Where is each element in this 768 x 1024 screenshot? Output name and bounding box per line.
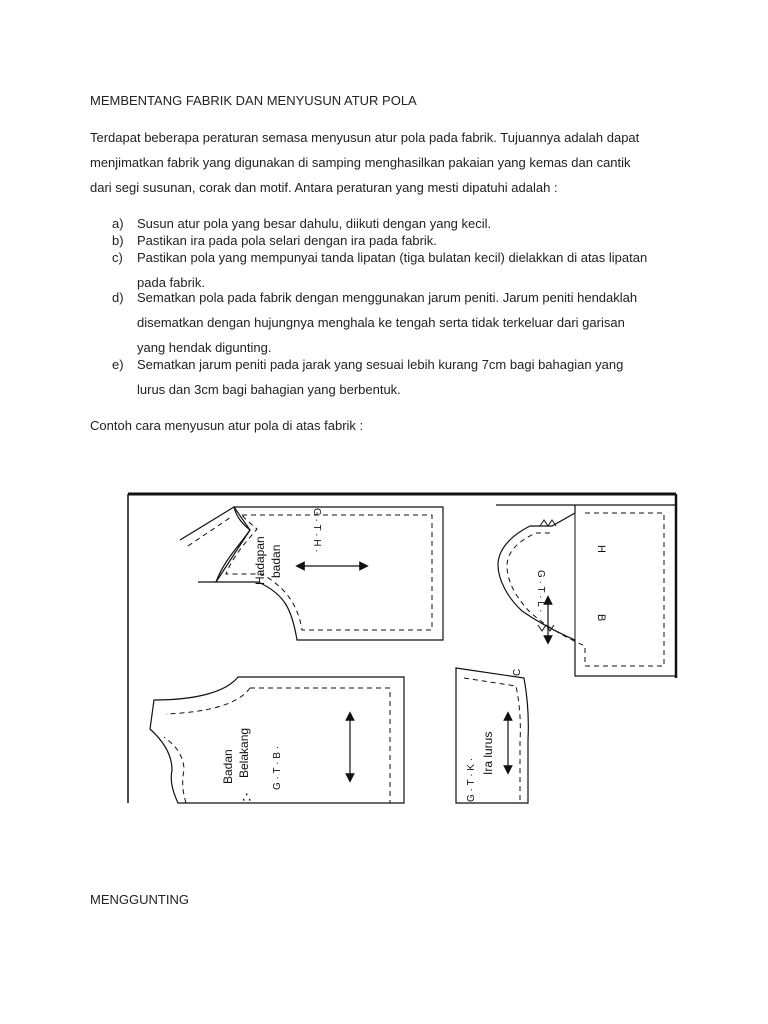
list-marker: c) (112, 250, 123, 265)
intro-line: Terdapat beberapa peraturan semasa menyusun atur pola pada fabrik. Tujuannya adalah dapat (90, 130, 640, 145)
front-label-1: Hadapan (253, 536, 267, 585)
list-item: Sematkan pola pada fabrik dengan menggunakan jarum peniti. Jarum peniti hendaklah (137, 290, 638, 305)
front-bodice-labels (253, 508, 322, 585)
example-caption: Contoh cara menyusun atur pola di atas fabrik : (90, 418, 364, 433)
section-heading: MENGGUNTING (90, 892, 189, 907)
sleeve-labels (512, 545, 607, 676)
list-item-continuation: disematkan dengan hujungnya menghala ke tengah serta tidak terkeluar dari garisan (137, 315, 625, 330)
back-bodice-labels (221, 728, 283, 805)
back-label-1: Badan (221, 749, 235, 784)
sleeve-label-h: H (595, 545, 607, 553)
intro-line: dari segi susunan, corak dan motif. Antara peraturan yang mesti dipatuhi adalah : (90, 180, 558, 195)
intro-line: menjimatkan fabrik yang digunakan di samping menghasilkan pakaian yang kemas dan cantik (90, 155, 631, 170)
ira-label: Ira lurus (481, 731, 495, 775)
sleeve-pattern (496, 505, 676, 676)
back-label-2: Belakang (237, 727, 251, 778)
list-marker: e) (112, 357, 124, 372)
document-title: MEMBENTANG FABRIK DAN MENYUSUN ATUR POLA (90, 93, 417, 108)
fabric-edge (128, 494, 676, 803)
list-marker: a) (112, 216, 124, 231)
list-marker: b) (112, 233, 124, 248)
front-grain-marks: G · T · H · (311, 508, 322, 553)
list-item: Pastikan pola yang mempunyai tanda lipatan (tiga bulatan kecil) dielakkan di atas lipatan (137, 250, 648, 265)
sleeve-grain-marks: G · T · L · (535, 570, 546, 613)
list-item: Pastikan ira pada pola selari dengan ira pada fabrik. (137, 233, 437, 248)
list-item-continuation: yang hendak digunting. (137, 340, 272, 355)
back-grain-marks: G · T · B · (272, 745, 283, 790)
straight-grain-labels (466, 732, 495, 802)
fold-symbol: ∴ (242, 789, 251, 805)
list-item: Sematkan jarum peniti pada jarak yang sesuai lebih kurang 7cm bagi bahagian yang (137, 357, 624, 372)
sleeve-label-c: C (512, 668, 523, 676)
list-item-continuation: lurus dan 3cm bagi bahagian yang berbentuk. (137, 382, 401, 397)
front-label-2: badan (269, 544, 283, 578)
list-item-continuation: pada fabrik. (137, 275, 205, 290)
list-marker: d) (112, 290, 124, 305)
list-item: Susun atur pola yang besar dahulu, diikuti dengan yang kecil. (137, 216, 492, 231)
sleeve-label-b: B (595, 614, 607, 622)
ira-grain-marks: G · T · K · (466, 757, 477, 802)
